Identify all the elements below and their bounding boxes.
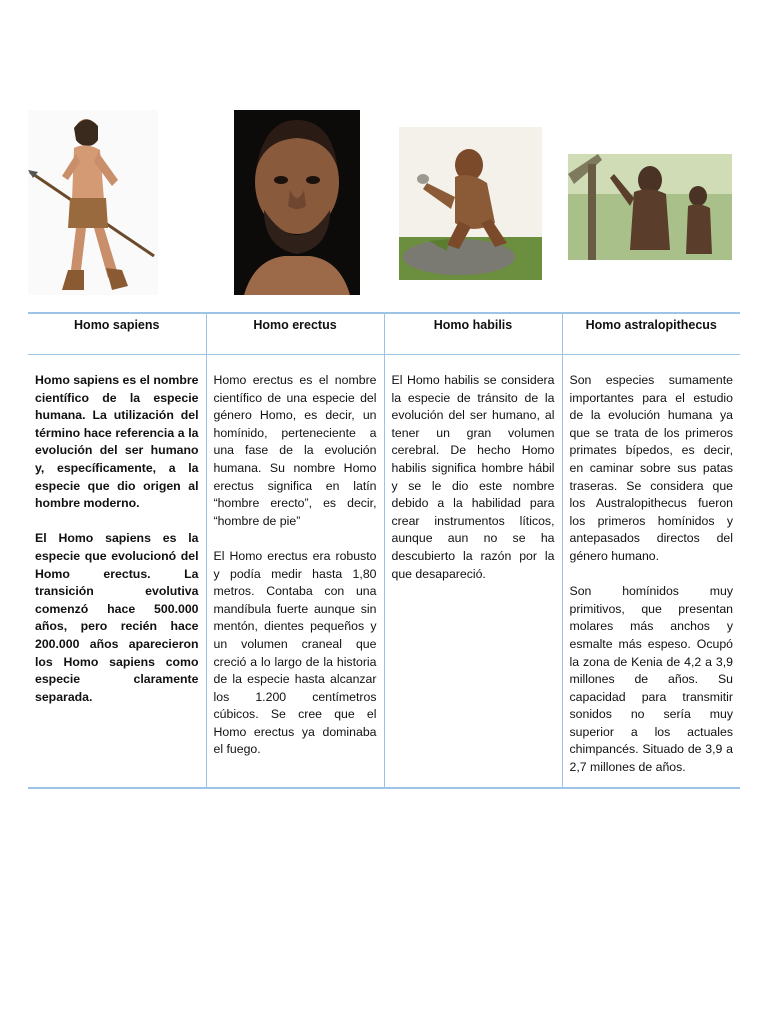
header-homo-sapiens: Homo sapiens: [28, 313, 206, 355]
paragraph: Son homínidos muy primitivos, que presentan molares más anchos y esmalte más espeso. Ocupó la zona de Kenia de 4,2 a 3,9 millones de años. Su capacidad para transmitir sonidos no sería muy superior a los actuales chimpancés. Situado de 3,9 a 2,7 millones de años.: [569, 584, 733, 775]
header-homo-astralopithecus: Homo astralopithecus: [562, 313, 740, 355]
paragraph: Homo erectus es el nombre científico de una especie del género Homo, es decir, un homínido, perteneciente a una fase de la evolución humana. Su nombre Homo erectus significa en latín “hombre erecto”, es decir, “hombre de pie”: [213, 373, 377, 528]
cell-homo-astralopithecus: [562, 355, 740, 788]
cell-homo-sapiens: [28, 355, 206, 788]
paragraph: El Homo erectus era robusto y podía medir hasta 1,80 metros. Contaba con una mandíbula fuerte aunque sin mentón, dientes pequeños y un volumen craneal que creció a lo largo de la historia de la especie hasta alcanzar los 1.200 centímetros cúbicos. Se cree que el Homo erectus ya dominaba el fuego.: [213, 548, 377, 757]
australopithecus-image: [568, 154, 732, 260]
paragraph: Homo sapiens es el nombre científico de la especie humana. La utilización del término hace referencia a la evolución del ser humano y, específicamente, a la especie que dio origen al hombre moderno.: [35, 373, 199, 511]
homo-habilis-image: [399, 127, 542, 280]
header-homo-erectus: Homo erectus: [206, 313, 384, 355]
cell-homo-habilis: [384, 355, 562, 788]
header-homo-habilis: Homo habilis: [384, 313, 562, 355]
table-header-row: [28, 313, 740, 355]
homo-erectus-image: [234, 110, 360, 295]
paragraph: Son especies sumamente importantes para el estudio de la evolución humana ya que se trata de los primeros primates bípedos, es decir, en caminar sobre sus patas traseras. Se considera que los Australopithecus fueron los primeros homínidos y antepasados directos del género humano.: [569, 373, 733, 563]
species-comparison-table: [28, 312, 740, 789]
paragraph: El Homo sapiens es la especie que evolucionó del Homo erectus. La transición evolutiva comenzó hace 500.000 años, pero recién hace 200.000 años aparecieron los Homo sapiens como especie claramente separada.: [35, 531, 199, 704]
homo-sapiens-image: [28, 110, 158, 295]
table-body-row: [28, 355, 740, 788]
cell-homo-erectus: [206, 355, 384, 788]
paragraph: El Homo habilis se considera la especie de tránsito de la evolución del ser humano, al tener un gran volumen cerebral. De hecho Homo habilis significa hombre hábil y se le dio este nombre debido a la habilidad para crear instrumentos líticos, aunque aun no se ha descubierto la razón por la que desapareció.: [391, 373, 555, 581]
